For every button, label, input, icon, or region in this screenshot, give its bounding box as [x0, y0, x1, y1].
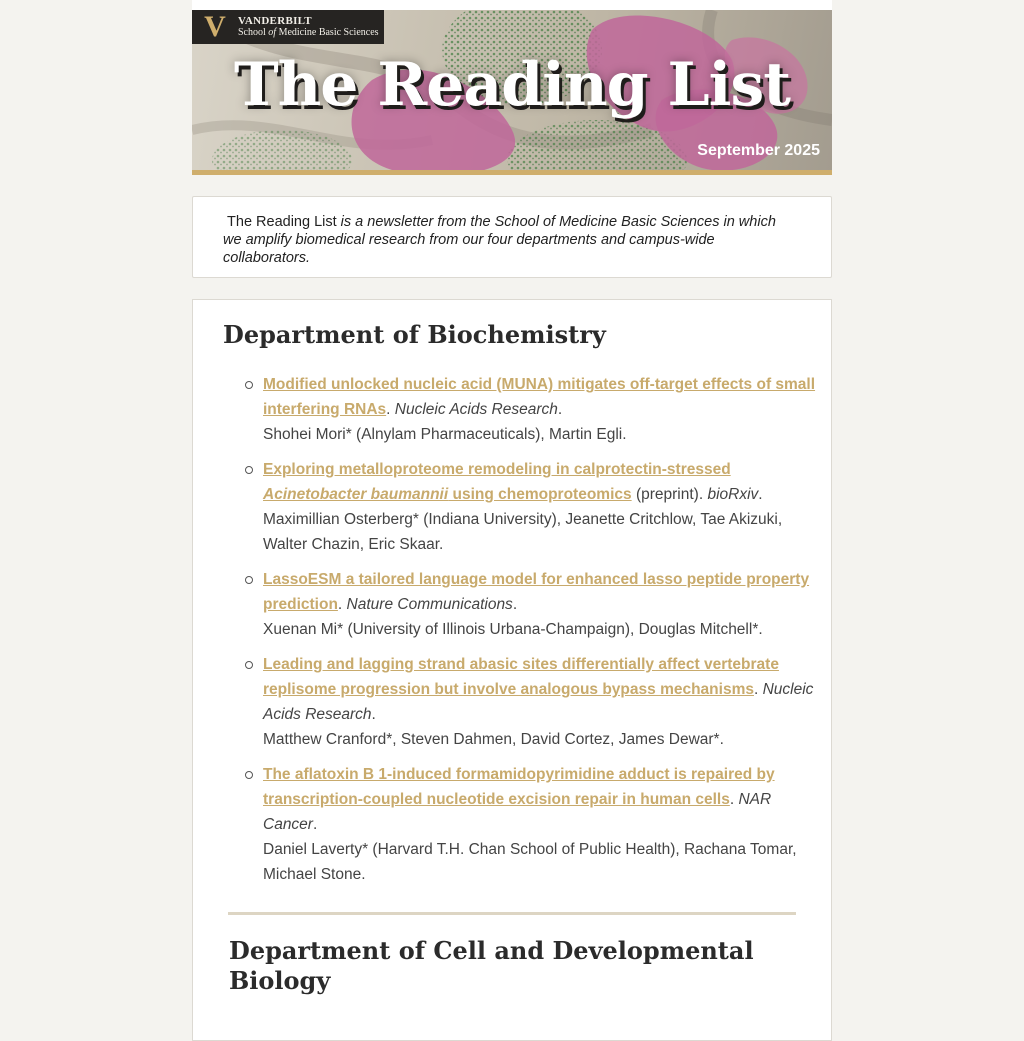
bullet-icon — [245, 466, 253, 474]
journal-name: Nature Communications — [346, 596, 513, 613]
intro-description: is a newsletter from the School of Medicine Basic Sciences in which we amplify biomedical research from our four departments and campus-wide collaborators. — [223, 214, 776, 266]
article-list — [263, 372, 818, 897]
article-authors: Xuenan Mi* (University of Illinois Urbana-Champaign), Douglas Mitchell*. — [263, 621, 763, 638]
section-title-cell-developmental-biology: Department of Cell and Developmental Biology — [229, 936, 754, 995]
list-item: Modified unlocked nucleic acid (MUNA) mitigates off-target effects of small interfering RNAs. Nucleic Acids Research. Shohei Mori* (Alnylam Pharmaceuticals), Martin Egli. — [263, 372, 818, 447]
logo-name: VANDERBILT — [238, 15, 312, 27]
newsletter-header — [192, 0, 832, 175]
journal-name: bioRxiv — [707, 486, 759, 503]
bullet-icon — [245, 576, 253, 584]
article-link[interactable]: The aflatoxin B 1-induced formamidopyrimidine adduct is repaired by transcription-coupled nucleotide excision repair in human cells — [263, 766, 775, 808]
journal-name: Nucleic Acids Research — [263, 681, 814, 723]
article-link[interactable]: Modified unlocked nucleic acid (MUNA) mitigates off-target effects of small interfering RNAs — [263, 376, 816, 418]
list-item: Leading and lagging strand abasic sites differentially affect vertebrate replisome progression but involve analogous bypass mechanisms. Nucleic Acids Research. Matthew Cranford*, Steven Dahmen, David Cortez, James Dewar*. — [263, 652, 818, 752]
section-title-biochemistry: Department of Biochemistry — [223, 320, 606, 349]
journal-name: Nucleic Acids Research — [394, 401, 558, 418]
article-link[interactable]: LassoESM a tailored language model for enhanced lasso peptide property prediction — [263, 571, 810, 613]
article-authors: Matthew Cranford*, Steven Dahmen, David Cortez, James Dewar*. — [263, 731, 724, 748]
v-logo-icon: V — [204, 10, 226, 43]
list-item: Exploring metalloproteome remodeling in calprotectin-stressed Acinetobacter baumannii using chemoproteomics (preprint). bioRxiv. Maximillian Osterberg* (Indiana University), Jeanette Critchlow, Tae Akizuki, Walter Chazin, Eric Skaar. — [263, 457, 818, 557]
header-banner — [192, 10, 832, 170]
bullet-icon — [245, 771, 253, 779]
article-authors: Shohei Mori* (Alnylam Pharmaceuticals), Martin Egli. — [263, 426, 627, 443]
article-note: (preprint). — [631, 486, 708, 503]
section-divider — [228, 912, 796, 915]
list-item: LassoESM a tailored language model for enhanced lasso peptide property prediction. Nature Communications. Xuenan Mi* (University of Illinois Urbana-Champaign), Douglas Mitchell*. — [263, 567, 818, 642]
bullet-icon — [245, 661, 253, 669]
intro-text — [223, 213, 793, 267]
content-box — [192, 299, 832, 1041]
article-authors: Daniel Laverty* (Harvard T.H. Chan School of Public Health), Rachana Tomar, Michael Stone. — [263, 841, 797, 883]
intro-box — [192, 196, 832, 278]
gold-rule — [192, 170, 832, 175]
vanderbilt-logo — [192, 10, 384, 44]
journal-name: NAR Cancer — [263, 791, 772, 833]
intro-name: The Reading List — [227, 214, 337, 230]
top-strip — [192, 0, 832, 10]
logo-subtitle: School of Medicine Basic Sciences — [238, 27, 379, 38]
article-authors: Maximillian Osterberg* (Indiana University), Jeanette Critchlow, Tae Akizuki, Walter Chazin, Eric Skaar. — [263, 511, 783, 553]
issue-date: September 2025 — [697, 142, 820, 159]
article-link[interactable]: Exploring metalloproteome remodeling in calprotectin-stressed Acinetobacter baumannii using chemoproteomics — [263, 461, 731, 503]
list-item: The aflatoxin B 1-induced formamidopyrimidine adduct is repaired by transcription-coupled nucleotide excision repair in human cells. NAR Cancer. Daniel Laverty* (Harvard T.H. Chan School of Public Health), Rachana Tomar, Michael Stone. — [263, 762, 818, 887]
bullet-icon — [245, 381, 253, 389]
newsletter-title: The Reading List — [234, 50, 790, 120]
article-link[interactable]: Leading and lagging strand abasic sites differentially affect vertebrate replisome progression but involve analogous bypass mechanisms — [263, 656, 779, 698]
